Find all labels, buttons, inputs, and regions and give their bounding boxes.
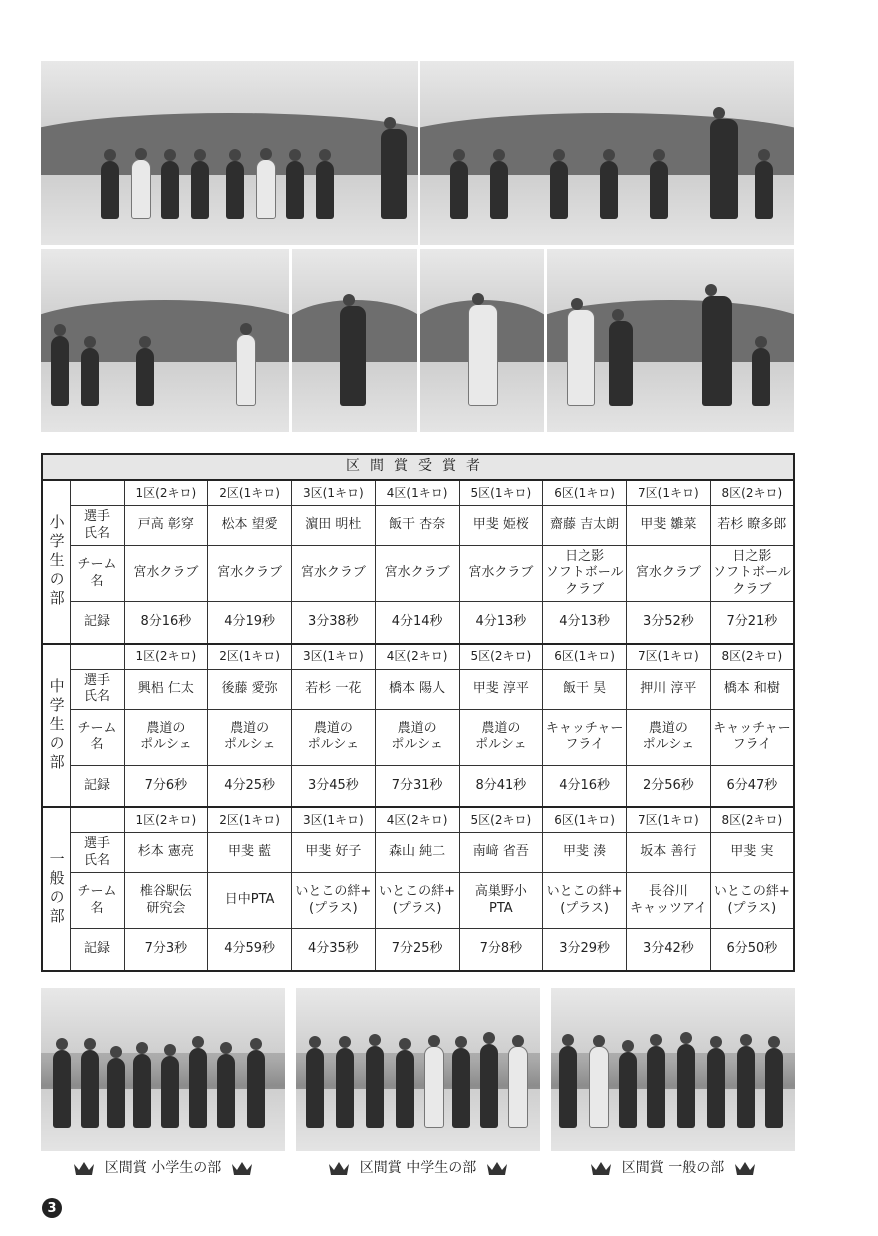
blank-cell xyxy=(70,644,124,670)
photo-general-winners xyxy=(551,988,795,1151)
runner-name: 後藤 愛弥 xyxy=(208,669,292,709)
blank-cell xyxy=(70,807,124,833)
table-row xyxy=(42,807,794,833)
award-table xyxy=(41,453,795,972)
team-name: いとこの絆+ (プラス) xyxy=(710,873,794,929)
record-time: 3分42秒 xyxy=(627,929,711,971)
runner-name: 若杉 一花 xyxy=(292,669,376,709)
section-distance: 5区(2キロ) xyxy=(459,644,543,670)
team-name: いとこの絆+ (プラス) xyxy=(543,873,627,929)
division-label: 中学生の部 xyxy=(42,644,70,808)
record-time: 7分21秒 xyxy=(710,602,794,644)
team-name: 日之影 ソフトボール クラブ xyxy=(710,546,794,602)
record-time: 4分35秒 xyxy=(292,929,376,971)
section-distance: 2区(1キロ) xyxy=(208,480,292,506)
record-time: 8分41秒 xyxy=(459,765,543,807)
crown-icon xyxy=(734,1160,756,1174)
runner-name: 甲斐 好子 xyxy=(292,833,376,873)
blank-cell xyxy=(70,480,124,506)
team-name: 高巣野小 PTA xyxy=(459,873,543,929)
team-name: 日之影 ソフトボール クラブ xyxy=(543,546,627,602)
runner-name: 甲斐 雛菜 xyxy=(627,506,711,546)
record-time: 4分25秒 xyxy=(208,765,292,807)
record-time: 6分47秒 xyxy=(710,765,794,807)
runner-name: 押川 淳平 xyxy=(627,669,711,709)
photo-runner-single xyxy=(292,249,417,432)
record-time: 7分6秒 xyxy=(124,765,208,807)
team-name: キャッチャー フライ xyxy=(710,709,794,765)
runner-name: 橋本 和樹 xyxy=(710,669,794,709)
table-row xyxy=(42,873,794,929)
row-label-team: チーム 名 xyxy=(70,873,124,929)
runner-name: 坂本 善行 xyxy=(627,833,711,873)
runner-name: 飯干 昊 xyxy=(543,669,627,709)
caption-general xyxy=(551,1157,795,1177)
table-row xyxy=(42,765,794,807)
table-title: 区間賞受賞者 xyxy=(42,454,794,480)
record-time: 4分19秒 xyxy=(208,602,292,644)
record-time: 4分16秒 xyxy=(543,765,627,807)
record-time: 7分31秒 xyxy=(375,765,459,807)
record-time: 4分13秒 xyxy=(543,602,627,644)
crown-icon xyxy=(486,1160,508,1174)
runner-name: 甲斐 藍 xyxy=(208,833,292,873)
section-distance: 7区(1キロ) xyxy=(627,480,711,506)
team-name: 農道の ポルシェ xyxy=(124,709,208,765)
runner-name: 橋本 陽人 xyxy=(375,669,459,709)
section-distance: 1区(2キロ) xyxy=(124,644,208,670)
record-time: 4分13秒 xyxy=(459,602,543,644)
team-name: キャッチャー フライ xyxy=(543,709,627,765)
section-distance: 6区(1キロ) xyxy=(543,480,627,506)
section-distance: 1区(2キロ) xyxy=(124,480,208,506)
section-distance: 3区(1キロ) xyxy=(292,480,376,506)
row-label-record: 記録 xyxy=(70,602,124,644)
table-header xyxy=(42,454,794,480)
row-label-team: チーム 名 xyxy=(70,709,124,765)
crown-icon xyxy=(231,1160,253,1174)
crown-icon xyxy=(328,1160,350,1174)
section-distance: 3区(1キロ) xyxy=(292,644,376,670)
record-time: 7分8秒 xyxy=(459,929,543,971)
section-distance: 2区(1キロ) xyxy=(208,644,292,670)
record-time: 3分29秒 xyxy=(543,929,627,971)
table-row xyxy=(42,929,794,971)
row-label-name: 選手 氏名 xyxy=(70,506,124,546)
team-name: 農道の ポルシェ xyxy=(459,709,543,765)
row-label-record: 記録 xyxy=(70,765,124,807)
team-name: 宮水クラブ xyxy=(124,546,208,602)
section-distance: 4区(2キロ) xyxy=(375,807,459,833)
table-row xyxy=(42,602,794,644)
photo-start-crowd xyxy=(41,61,418,245)
photo-runners-group xyxy=(547,249,794,432)
photo-warmup xyxy=(420,61,794,245)
team-name: 宮水クラブ xyxy=(208,546,292,602)
team-name: 農道の ポルシェ xyxy=(627,709,711,765)
runner-name: 南﨑 省吾 xyxy=(459,833,543,873)
team-name: 農道の ポルシェ xyxy=(375,709,459,765)
runner-name: 甲斐 湊 xyxy=(543,833,627,873)
team-name: 長谷川 キャッツアイ xyxy=(627,873,711,929)
record-time: 6分50秒 xyxy=(710,929,794,971)
division-label: 一般の部 xyxy=(42,807,70,971)
team-name: 椎谷駅伝 研究会 xyxy=(124,873,208,929)
section-distance: 4区(1キロ) xyxy=(375,480,459,506)
section-distance: 5区(2キロ) xyxy=(459,807,543,833)
section-distance: 2区(1キロ) xyxy=(208,807,292,833)
record-time: 2分56秒 xyxy=(627,765,711,807)
division-label: 小学生の部 xyxy=(42,480,70,644)
page-number: 3 xyxy=(42,1198,62,1218)
team-name: 宮水クラブ xyxy=(292,546,376,602)
runner-name: 興梠 仁太 xyxy=(124,669,208,709)
runner-name: 齋藤 吉太朗 xyxy=(543,506,627,546)
row-label-team: チーム 名 xyxy=(70,546,124,602)
section-distance: 7区(1キロ) xyxy=(627,807,711,833)
runner-name: 濵田 明杜 xyxy=(292,506,376,546)
record-time: 8分16秒 xyxy=(124,602,208,644)
photo-elementary-winners xyxy=(41,988,285,1151)
team-name: 宮水クラブ xyxy=(627,546,711,602)
section-distance: 4区(2キロ) xyxy=(375,644,459,670)
team-name: いとこの絆+ (プラス) xyxy=(375,873,459,929)
row-label-name: 選手 氏名 xyxy=(70,833,124,873)
photo-runners-road xyxy=(41,249,289,432)
section-distance: 8区(2キロ) xyxy=(710,807,794,833)
runner-name: 甲斐 姫桜 xyxy=(459,506,543,546)
crown-icon xyxy=(73,1160,95,1174)
team-name: 日中PTA xyxy=(208,873,292,929)
record-time: 3分45秒 xyxy=(292,765,376,807)
record-time: 4分14秒 xyxy=(375,602,459,644)
section-distance: 1区(2キロ) xyxy=(124,807,208,833)
table-row xyxy=(42,669,794,709)
section-distance: 5区(1キロ) xyxy=(459,480,543,506)
table-row xyxy=(42,546,794,602)
crown-icon xyxy=(590,1160,612,1174)
caption-junior-high xyxy=(296,1157,540,1177)
caption-text: 区間賞 小学生の部 xyxy=(104,1160,222,1176)
table-row xyxy=(42,833,794,873)
table-row xyxy=(42,480,794,506)
table-row xyxy=(42,709,794,765)
runner-name: 戸高 彰穿 xyxy=(124,506,208,546)
photo-junior-high-winners xyxy=(296,988,540,1151)
section-distance: 6区(1キロ) xyxy=(543,807,627,833)
caption-elementary xyxy=(41,1157,285,1177)
row-label-record: 記録 xyxy=(70,929,124,971)
record-time: 7分3秒 xyxy=(124,929,208,971)
team-name: 農道の ポルシェ xyxy=(292,709,376,765)
section-distance: 8区(2キロ) xyxy=(710,644,794,670)
runner-name: 若杉 瞭多郎 xyxy=(710,506,794,546)
runner-name: 杉本 憲亮 xyxy=(124,833,208,873)
table-row xyxy=(42,506,794,546)
runner-name: 森山 純二 xyxy=(375,833,459,873)
record-time: 3分38秒 xyxy=(292,602,376,644)
record-time: 4分59秒 xyxy=(208,929,292,971)
table-row xyxy=(42,644,794,670)
runner-name: 松本 望愛 xyxy=(208,506,292,546)
team-name: いとこの絆+ (プラス) xyxy=(292,873,376,929)
team-name: 農道の ポルシェ xyxy=(208,709,292,765)
caption-text: 区間賞 中学生の部 xyxy=(359,1160,477,1176)
team-name: 宮水クラブ xyxy=(459,546,543,602)
record-time: 3分52秒 xyxy=(627,602,711,644)
photo-finish xyxy=(420,249,544,432)
row-label-name: 選手 氏名 xyxy=(70,669,124,709)
runner-name: 甲斐 実 xyxy=(710,833,794,873)
section-distance: 3区(1キロ) xyxy=(292,807,376,833)
caption-text: 区間賞 一般の部 xyxy=(621,1160,725,1176)
section-distance: 8区(2キロ) xyxy=(710,480,794,506)
team-name: 宮水クラブ xyxy=(375,546,459,602)
record-time: 7分25秒 xyxy=(375,929,459,971)
section-distance: 6区(1キロ) xyxy=(543,644,627,670)
runner-name: 甲斐 淳平 xyxy=(459,669,543,709)
runner-name: 飯干 杏奈 xyxy=(375,506,459,546)
section-distance: 7区(1キロ) xyxy=(627,644,711,670)
